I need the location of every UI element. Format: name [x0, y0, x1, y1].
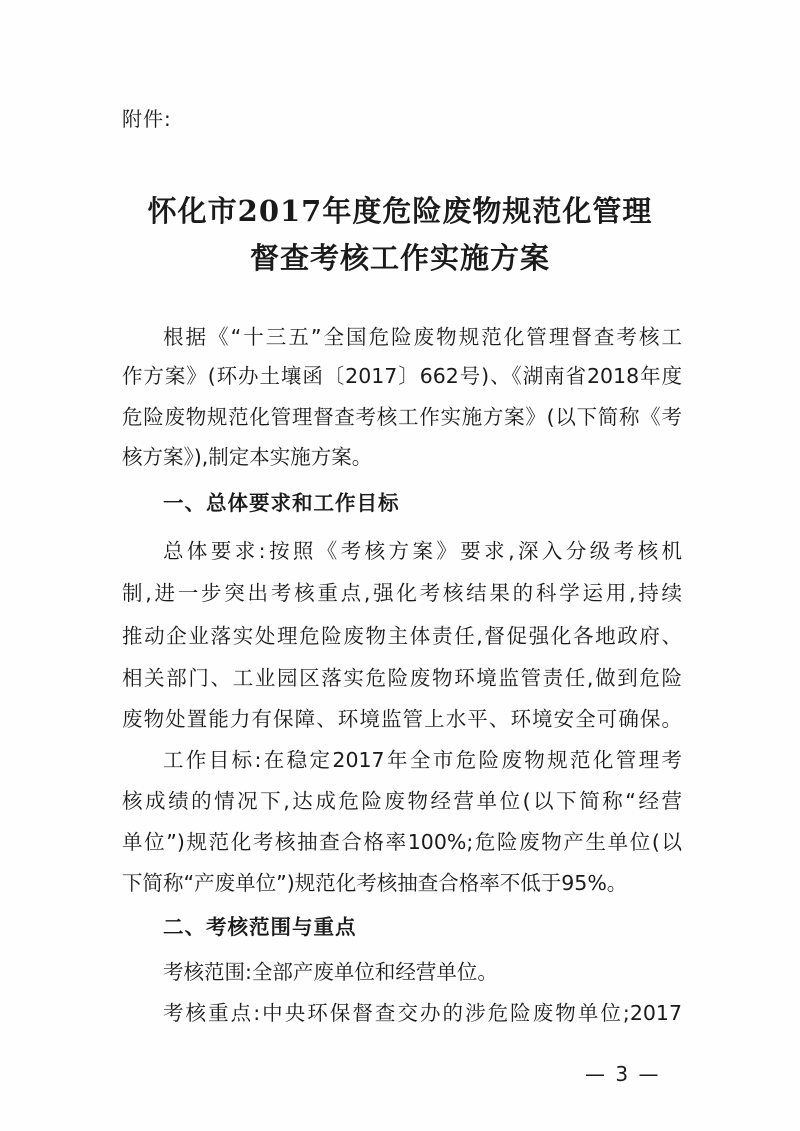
scope-line: 考核范围:全部产废单位和经营单位。	[163, 960, 498, 984]
intro-line-4: 核方案》),制定本实施方案。	[122, 445, 373, 469]
work-targets-line-4: 下简称“产废单位”)规范化考核抽查合格率不低于95%。	[122, 871, 628, 895]
work-targets-line-1: 工作目标:在稳定2017年全市危险废物规范化管理考	[163, 748, 682, 772]
section-2-heading: 二、考核范围与重点	[163, 915, 357, 939]
overall-requirements-line-2: 制,进一步突出考核重点,强化考核结果的科学运用,持续	[122, 581, 682, 605]
overall-requirements-line-4: 相关部门、工业园区落实危险废物环境监管责任,做到危险	[122, 666, 682, 690]
overall-requirements-line-5: 废物处置能力有保障、环境监管上水平、环境安全可确保。	[122, 707, 682, 731]
intro-line-3: 危险废物规范化管理督查考核工作实施方案》(以下简称《考	[122, 405, 682, 429]
overall-requirements-line-3: 推动企业落实处理危险废物主体责任,督促强化各地政府、	[122, 624, 682, 648]
page-number: — 3 —	[585, 1062, 661, 1086]
document-title-line-2: 督查考核工作实施方案	[249, 241, 550, 275]
section-1-heading: 一、总体要求和工作目标	[163, 491, 400, 515]
work-targets-line-3: 单位”)规范化考核抽查合格率100%;危险废物产生单位(以	[122, 830, 682, 854]
attachment-label: 附件:	[122, 107, 172, 131]
overall-requirements-line-1: 总体要求:按照《考核方案》要求,深入分级考核机	[163, 539, 682, 563]
intro-line-1: 根据《“十三五”全国危险废物规范化管理督查考核工	[163, 325, 682, 349]
work-targets-line-2: 核成绩的情况下,达成危险废物经营单位(以下简称“经营	[122, 789, 682, 813]
document-title-line-1: 怀化市2017年度危险废物规范化管理	[147, 194, 653, 228]
focus-line: 考核重点:中央环保督查交办的涉危险废物单位;2017	[163, 1001, 682, 1025]
intro-line-2: 作方案》(环办土壤函〔2017〕662号)、《湖南省2018年度	[122, 364, 682, 388]
